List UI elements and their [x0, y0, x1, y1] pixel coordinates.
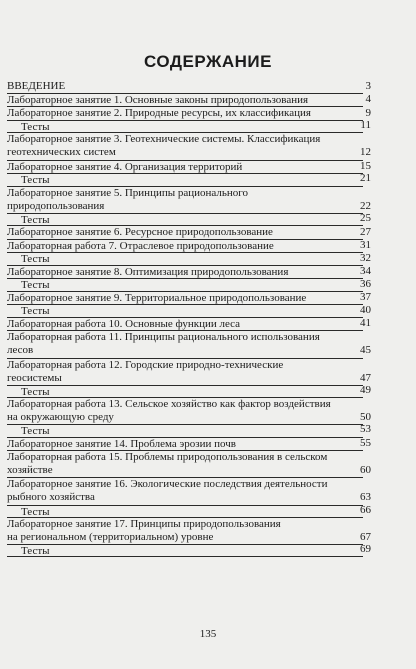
- toc-page-number: 32: [360, 251, 371, 264]
- toc-tests-entry: [7, 277, 371, 292]
- toc-tests-entry: [7, 423, 371, 438]
- toc-page-number: 22: [360, 199, 371, 212]
- toc-entry: [7, 317, 371, 332]
- toc-entry-text: Тесты: [21, 545, 50, 558]
- toc-entry-text: Лабораторная работа 15. Проблемы природопользования в сельском: [7, 451, 328, 464]
- toc-tests-entry: [7, 172, 371, 187]
- toc-entry: [7, 331, 371, 358]
- toc-title: СОДЕРЖАНИЕ: [144, 52, 272, 71]
- toc-page-number: 34: [360, 265, 371, 278]
- toc-entry-text: Лабораторное занятие 16. Экологические последствия деятельности: [7, 478, 328, 491]
- toc-entry: [7, 265, 371, 280]
- toc-entry-text: Лабораторная работа 12. Городские природно-технические: [7, 358, 284, 371]
- toc-tests-entry: [7, 383, 371, 398]
- toc-entry-text: ВВЕДЕНИЕ: [7, 80, 66, 92]
- toc-entry: [7, 478, 371, 505]
- toc-entry-text: на окружающую среду: [7, 411, 114, 424]
- toc-entry: [7, 93, 371, 108]
- toc-entry-text: геотехнических систем: [7, 146, 116, 159]
- toc-entry-text: Тесты: [21, 213, 50, 226]
- toc-page-number: 49: [360, 383, 371, 396]
- toc-entry: [7, 160, 371, 175]
- toc-entry-text: Лабораторное занятие 14. Проблема эрозии почв: [7, 437, 236, 450]
- toc-page-number: 69: [360, 543, 371, 556]
- toc-page-number: 66: [360, 503, 371, 516]
- toc-entry-text: лесов: [7, 344, 34, 357]
- toc-page-number: 41: [360, 317, 371, 330]
- toc-entry-text: Лабораторное занятие 9. Территориальное природопользование: [7, 291, 307, 304]
- toc-page-number: 63: [360, 491, 371, 504]
- toc-entry: [7, 106, 371, 121]
- toc-entry: [7, 79, 371, 94]
- toc-entry: [7, 225, 371, 240]
- toc-page-number: 67: [360, 530, 371, 543]
- toc-entry-text: Лабораторная работа 11. Принципы рационального использования: [7, 331, 320, 344]
- toc-entry-text: Тесты: [21, 279, 50, 292]
- toc-entry-text: Лабораторная работа 10. Основные функции леса: [7, 317, 241, 330]
- page-number: 135: [199, 628, 217, 640]
- toc-page-number: 53: [360, 423, 371, 436]
- toc-page-number: 37: [360, 291, 371, 304]
- toc-page-number: 45: [360, 344, 371, 357]
- toc-tests-entry: [7, 503, 371, 518]
- toc-entry: [7, 291, 371, 306]
- toc-page-number: 36: [360, 277, 371, 290]
- toc-page-number: 40: [360, 303, 371, 316]
- toc-page-number: 11: [360, 119, 371, 132]
- toc-entry-text: геосистемы: [7, 371, 62, 384]
- toc-entry: [7, 358, 371, 386]
- toc-entry-text: Лабораторное занятие 1. Основные законы природопользования: [7, 93, 309, 106]
- toc-entry: [7, 133, 371, 160]
- toc-tests-entry: [7, 303, 371, 318]
- toc-page-number: 4: [365, 93, 371, 106]
- toc-page-number: 60: [360, 464, 371, 477]
- toc-tests-entry: [7, 251, 371, 266]
- toc-page-number: 31: [360, 239, 371, 252]
- toc-entry-text: Тесты: [21, 174, 50, 187]
- toc-page-number: 12: [360, 146, 371, 159]
- toc-entry: [7, 398, 371, 425]
- toc-tests-entry: [7, 119, 371, 134]
- toc-entry-text: Лабораторное занятие 4. Организация территорий: [7, 160, 243, 173]
- toc-page-number: 25: [360, 211, 371, 224]
- toc-entry-text: рыбного хозяйства: [7, 491, 95, 504]
- toc-page-number: 21: [360, 172, 371, 185]
- toc-page-number: 47: [360, 371, 371, 384]
- toc-entry-text: Тесты: [21, 253, 50, 266]
- toc-tests-entry: [7, 211, 371, 226]
- toc-tests-entry: [7, 543, 371, 558]
- leader-line: [7, 556, 363, 557]
- toc-entry-text: Лабораторное занятие 2. Природные ресурсы, их классификация: [7, 107, 311, 120]
- toc-entry-text: хозяйстве: [7, 464, 53, 477]
- toc-entry-text: Тесты: [21, 385, 50, 398]
- toc-entry-text: природопользования: [7, 199, 105, 212]
- table-of-contents: [7, 79, 371, 558]
- toc-entry-text: Лабораторная работа 7. Отраслевое природопользование: [7, 239, 274, 252]
- toc-entry-text: Тесты: [21, 425, 50, 438]
- toc-page-number: 27: [360, 225, 371, 238]
- toc-entry-text: Лабораторное занятие 6. Ресурсное природопользование: [7, 226, 273, 239]
- toc-page-number: 50: [360, 411, 371, 424]
- toc-entry-text: Лабораторное занятие 5. Принципы рационального: [7, 186, 249, 199]
- toc-entry-text: Тесты: [21, 121, 50, 134]
- toc-page-number: 3: [365, 79, 371, 92]
- toc-page-number: 15: [360, 160, 371, 173]
- toc-entry-text: Лабораторное занятие 3. Геотехнические системы. Классификация: [7, 133, 321, 146]
- toc-entry-text: Тесты: [21, 505, 50, 518]
- toc-entry: [7, 517, 371, 545]
- toc-entry-text: на региональном (территориальном) уровне: [7, 530, 214, 543]
- toc-entry: [7, 239, 371, 254]
- toc-entry-text: Лабораторное занятие 8. Оптимизация природопользования: [7, 265, 289, 278]
- toc-entry: [7, 437, 371, 452]
- toc-page-number: 9: [365, 106, 371, 119]
- toc-entry-text: Тесты: [21, 305, 50, 318]
- toc-entry-text: Лабораторное занятие 17. Принципы природопользования: [7, 517, 281, 530]
- toc-entry-text: Лабораторная работа 13. Сельское хозяйство как фактор воздействия: [7, 398, 331, 411]
- toc-page-number: 55: [360, 437, 371, 450]
- toc-entry: [7, 451, 371, 478]
- toc-entry: [7, 186, 371, 214]
